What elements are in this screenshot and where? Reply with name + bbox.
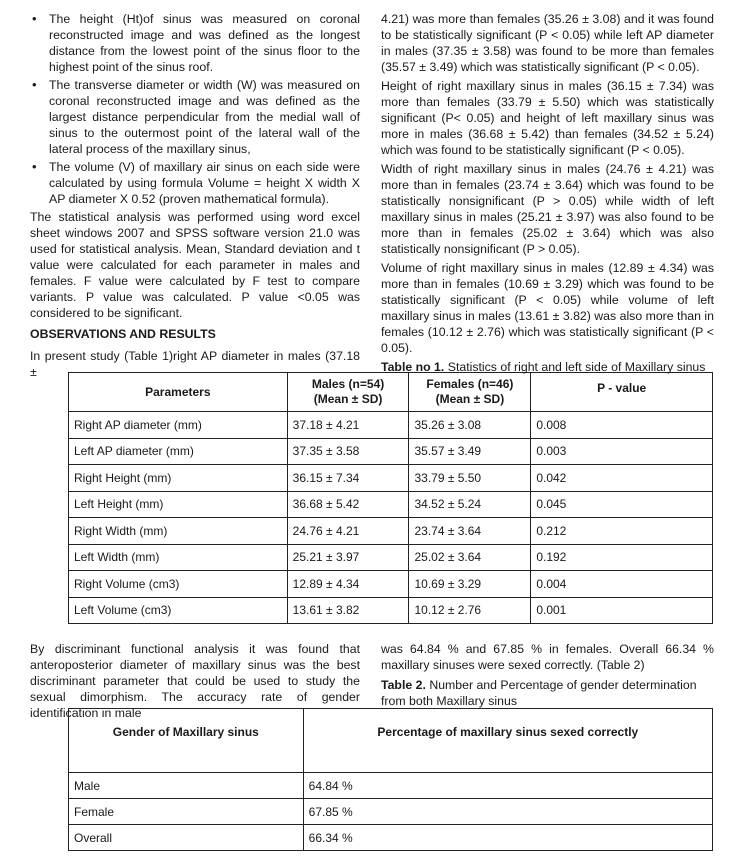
table-row [69, 544, 713, 571]
cell-p-value: 0.192 [531, 544, 713, 571]
table-row [69, 465, 713, 492]
header-p-value: P - value [531, 373, 713, 412]
table1-caption-label: Table no 1. [381, 360, 445, 374]
cell-males: 37.35 ± 3.58 [287, 438, 409, 465]
table-row [69, 438, 713, 465]
table1-caption-text: Statistics of right and left side of Maxillary sinus [447, 360, 706, 374]
cell-males: 36.15 ± 7.34 [287, 465, 409, 492]
intro-paragraph: In present study (Table 1)right AP diameter in males (37.18 ± [30, 349, 360, 379]
bullet-width: • The transverse diameter or width (W) was measured on coronal reconstructed image and was defined as the largest distance perpendicular from the medial wall of sinus to the outermost point of the lateral wall of the lateral process of the maxillary sinus, [30, 77, 360, 157]
cell-females: 25.02 ± 3.64 [409, 544, 531, 571]
header-parameters: Parameters [69, 373, 288, 412]
cell-p-value: 0.212 [531, 518, 713, 545]
table-row [69, 412, 713, 439]
table2-caption-label: Table 2. [381, 678, 426, 692]
cell-p-value: 0.042 [531, 465, 713, 492]
bottom-right-column [381, 641, 714, 709]
accuracy-paragraph: was 64.84 % and 67.85 % in females. Overall 66.34 % maxillary sinuses were sexed correctly. (Table 2) [381, 642, 714, 672]
cell-males: 12.89 ± 4.34 [287, 571, 409, 598]
cell-p-value: 0.004 [531, 571, 713, 598]
table2-caption [381, 677, 714, 709]
header-females [409, 373, 531, 412]
header-females-line2: (Mean ± SD) [435, 392, 505, 406]
cell-percentage: 64.84 % [303, 773, 712, 799]
cell-parameter: Right Width (mm) [69, 518, 288, 545]
table-row [69, 799, 713, 825]
table-row [69, 491, 713, 518]
table-row [69, 597, 713, 624]
table2-caption-text: Number and Percentage of gender determination from both Maxillary sinus [381, 678, 697, 708]
cell-males: 36.68 ± 5.42 [287, 491, 409, 518]
cell-males: 25.21 ± 3.97 [287, 544, 409, 571]
section-heading: OBSERVATIONS AND RESULTS [30, 327, 216, 341]
table-row [69, 518, 713, 545]
cell-percentage: 66.34 % [303, 825, 712, 851]
table-row [69, 773, 713, 799]
cell-p-value: 0.003 [531, 438, 713, 465]
cell-females: 33.79 ± 5.50 [409, 465, 531, 492]
cell-parameter: Left Width (mm) [69, 544, 288, 571]
header-gender: Gender of Maxillary sinus [69, 709, 304, 773]
cell-parameter: Left AP diameter (mm) [69, 438, 288, 465]
stats-paragraph: The statistical analysis was performed using word excel sheet windows 2007 and SPSS software version 21.0 was used for statistical analysis. Mean, Standard deviation and t value were calculated for each parameter in males and females. F value were calculated by F test to compare variants. P value was calculated. P value <0.05 was considered to be significant. [30, 210, 360, 320]
cell-parameter: Left Height (mm) [69, 491, 288, 518]
cell-females: 10.12 ± 2.76 [409, 597, 531, 624]
cell-p-value: 0.008 [531, 412, 713, 439]
cell-females: 35.26 ± 3.08 [409, 412, 531, 439]
cell-gender: Female [69, 799, 304, 825]
cell-females: 34.52 ± 5.24 [409, 491, 531, 518]
width-paragraph: Width of right maxillary sinus in males (24.76 ± 4.21) was more than in females (23.74 ± 3.64) which was found to be statistically nonsignificant (P > 0.05) while width of left maxillary sinus in males (25.21 ± 3.97) was also found to be more than in females (25.02 ± 3.64) which was also statistically nonsignificant (P > 0.05). [381, 162, 714, 256]
left-column [30, 11, 360, 382]
cell-p-value: 0.001 [531, 597, 713, 624]
cell-gender: Overall [69, 825, 304, 851]
right-column [381, 11, 714, 375]
cell-percentage: 67.85 % [303, 799, 712, 825]
header-males-line2: (Mean ± SD) [313, 392, 383, 406]
ap-diameter-paragraph: 4.21) was more than females (35.26 ± 3.08) and it was found to be statistically significant (P < 0.05) while left AP diameter in males (37.35 ± 3.58) was found to be more than females (35.57 ± 3.49) which was statistically significant (P < 0.05). [381, 12, 714, 74]
table1-header-row [69, 373, 713, 412]
height-paragraph: Height of right maxillary sinus in males (36.15 ± 7.34) was more than females (33.79 ± 5.50) which was statistically significant (P< 0.05) and height of left maxillary sinus was more in males (36.68 ± 5.42) than females (34.52 ± 5.24) which was found to be statistically significant (P < 0.05). [381, 79, 714, 157]
cell-females: 35.57 ± 3.49 [409, 438, 531, 465]
cell-males: 13.61 ± 3.82 [287, 597, 409, 624]
cell-parameter: Left Volume (cm3) [69, 597, 288, 624]
table2-header-row [69, 709, 713, 773]
cell-males: 24.76 ± 4.21 [287, 518, 409, 545]
header-males [287, 373, 409, 412]
table2 [68, 708, 713, 851]
table-row [69, 825, 713, 851]
volume-paragraph: Volume of right maxillary sinus in males (12.89 ± 4.34) was more than in females (10.69 ± 3.29) which was found to be statistically significant (P < 0.05) while volume of left maxillary sinus in males (13.61 ± 3.82) was also more than in females (10.12 ± 2.76) which was statistically significant (P < 0.05). [381, 261, 714, 355]
bullet-volume: • The volume (V) of maxillary air sinus on each side were calculated by using formula Volume = height X width X AP diameter X 0.52 (proven mathematical formula). [30, 159, 360, 207]
cell-parameter: Right AP diameter (mm) [69, 412, 288, 439]
cell-p-value: 0.045 [531, 491, 713, 518]
cell-males: 37.18 ± 4.21 [287, 412, 409, 439]
cell-females: 10.69 ± 3.29 [409, 571, 531, 598]
cell-gender: Male [69, 773, 304, 799]
header-males-line1: Males (n=54) [311, 377, 385, 391]
table1 [68, 372, 713, 624]
cell-parameter: Right Height (mm) [69, 465, 288, 492]
header-females-line1: Females (n=46) [426, 377, 514, 391]
bullet-height: • The height (Ht)of sinus was measured on coronal reconstructed image and was defined as the longest distance from the lowest point of the sinus floor to the highest point of the sinus roof. [30, 11, 360, 75]
cell-females: 23.74 ± 3.64 [409, 518, 531, 545]
header-percentage: Percentage of maxillary sinus sexed correctly [303, 709, 712, 773]
methods-bullet-list [30, 11, 360, 207]
table-row [69, 571, 713, 598]
cell-parameter: Right Volume (cm3) [69, 571, 288, 598]
discriminant-paragraph: By discriminant functional analysis it was found that anteroposterior diameter of maxillary sinus was the best discriminant parameter that could be used to study the sexual dimorphism. The accuracy rate of gender identification in male [30, 642, 360, 720]
